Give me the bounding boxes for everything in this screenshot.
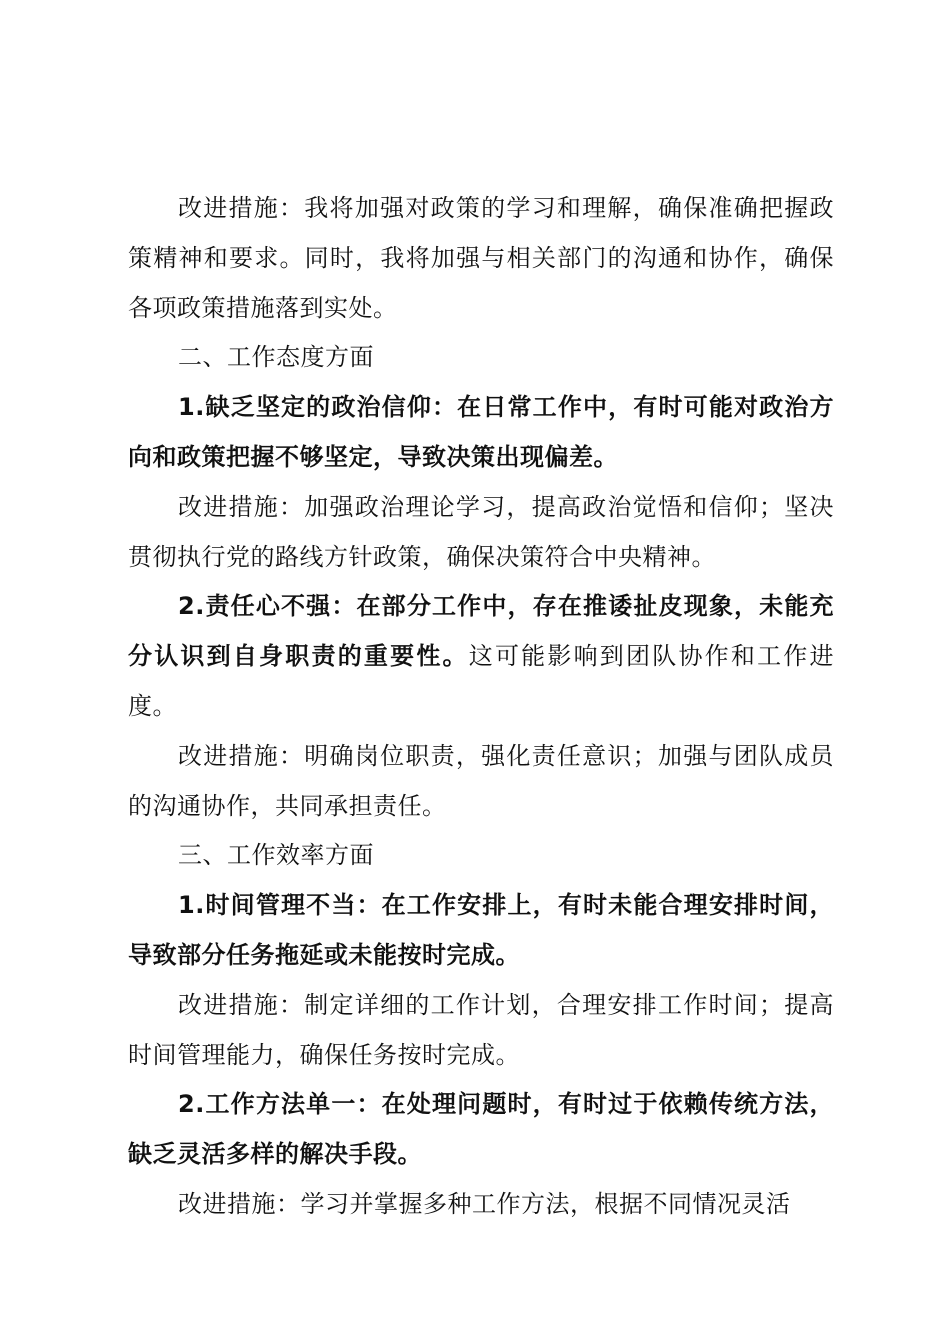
- paragraph-measures-time: 改进措施：制定详细的工作计划，合理安排工作时间；提高时间管理能力，确保任务按时完成。: [128, 990, 834, 1069]
- issue-work-methods: 2.工作方法单一：在处理问题时，有时过于依赖传统方法，缺乏灵活多样的解决手段。: [128, 1090, 834, 1169]
- issue-responsibility: [128, 582, 834, 731]
- paragraph-measures-political: 改进措施：加强政治理论学习，提高政治觉悟和信仰；坚决贯彻执行党的路线方针政策，确保决策符合中央精神。: [128, 492, 834, 571]
- issue-responsibility-normal: 这可能影响到团队协作和工作进度。: [128, 642, 834, 720]
- paragraph-measures-policy: 改进措施：我将加强对政策的学习和理解，确保准确把握政策精神和要求。同时，我将加强与相关部门的沟通和协作，确保各项政策措施落到实处。: [128, 194, 834, 322]
- document-body: [128, 184, 834, 1230]
- issue-responsibility-bold: 2.责任心不强：在部分工作中，存在推诿扯皮现象，未能充分认识到自身职责的重要性。: [128, 592, 834, 671]
- paragraph-measures-methods: 改进措施：学习并掌握多种工作方法，根据不同情况灵活: [178, 1189, 791, 1218]
- section-heading-work-attitude: 二、工作态度方面: [178, 343, 374, 372]
- issue-time-management: 1.时间管理不当：在工作安排上，有时未能合理安排时间，导致部分任务拖延或未能按时完成。: [128, 891, 834, 969]
- paragraph-measures-responsibility: 改进措施：明确岗位职责，强化责任意识；加强与团队成员的沟通协作，共同承担责任。: [128, 741, 834, 820]
- issue-political-belief: 1.缺乏坚定的政治信仰：在日常工作中，有时可能对政治方向和政策把握不够坚定，导致决策出现偏差。: [128, 393, 834, 471]
- section-heading-work-efficiency: 三、工作效率方面: [178, 841, 374, 870]
